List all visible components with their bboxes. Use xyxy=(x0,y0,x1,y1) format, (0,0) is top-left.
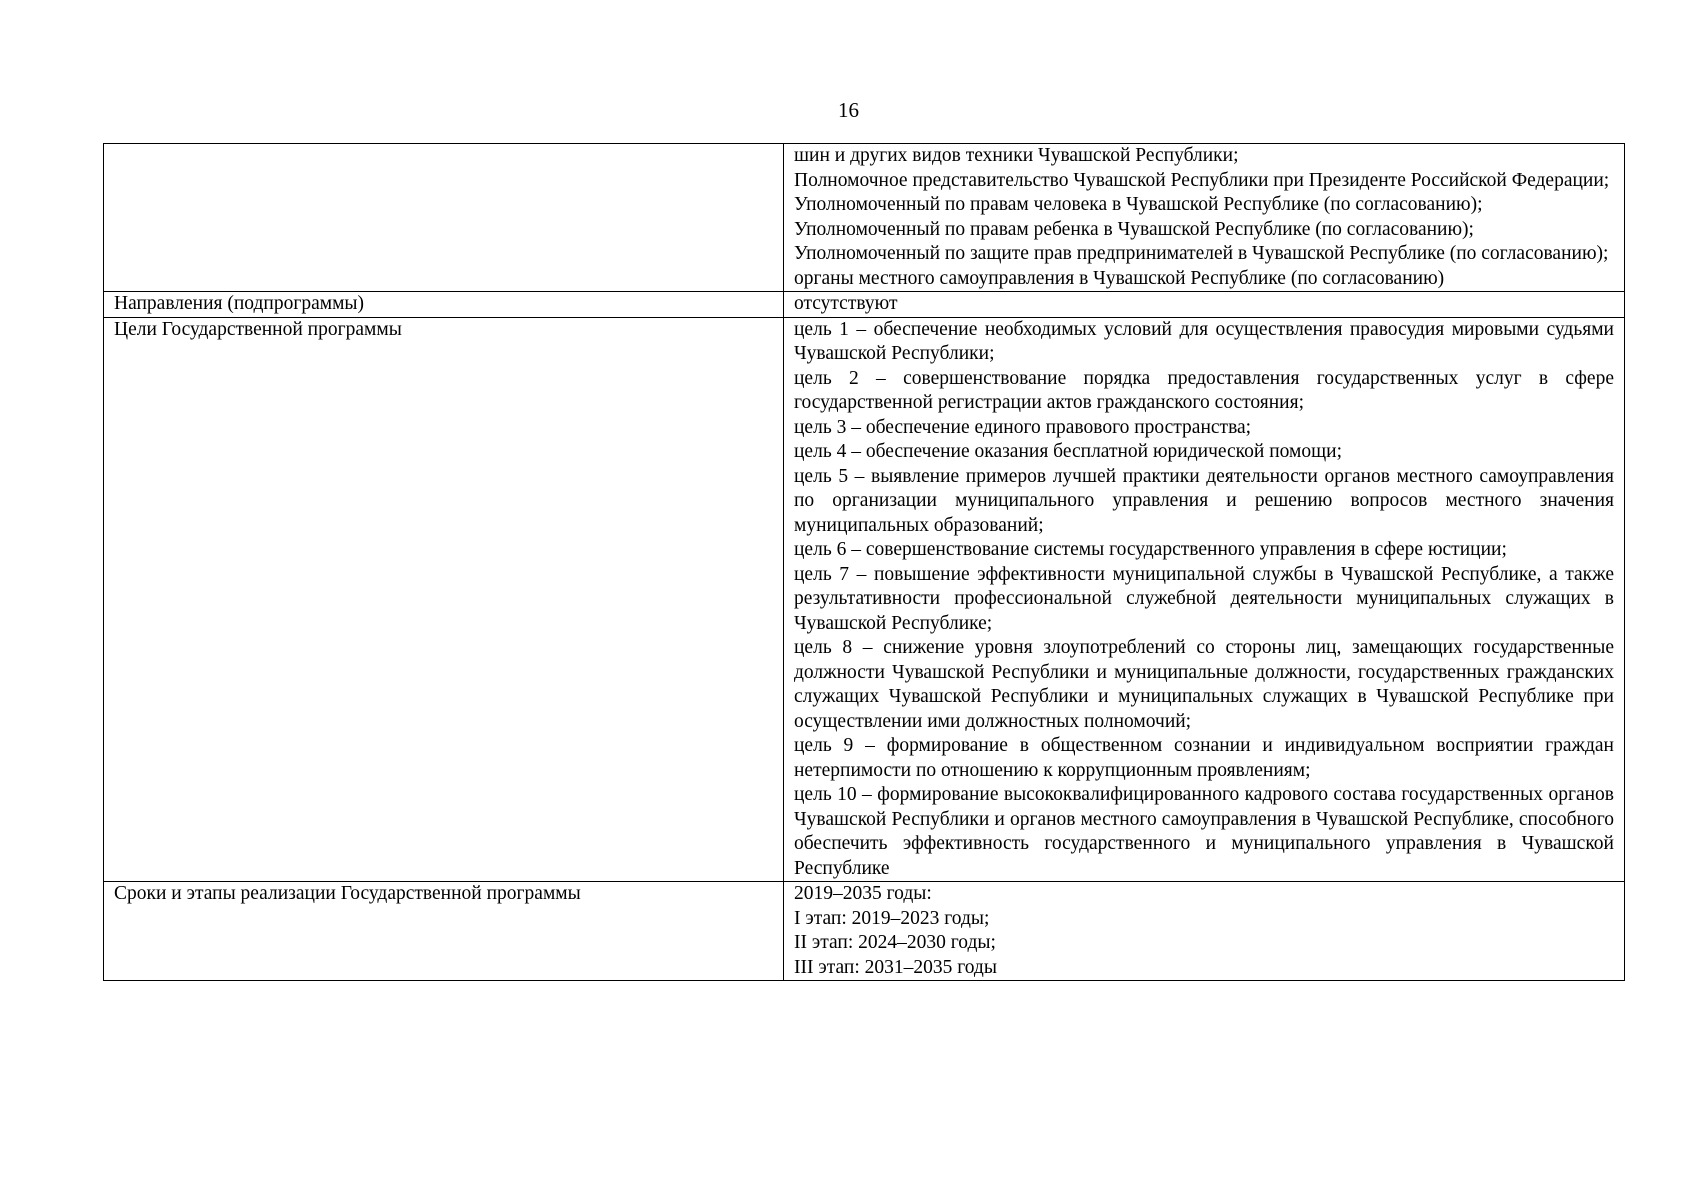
list-item: Полномочное представительство Чувашской Республики при Президенте Российской Федерации; xyxy=(794,169,1610,191)
row-value xyxy=(784,292,1625,318)
list-item: цель 10 – формирование высококвалифицированного кадрового состава государственных органов Чувашской Республики и органов местного самоуправления в Чувашской Республике, способного обеспечить эффективность государственного и муниципального управления в Чувашской Республике xyxy=(794,784,1614,879)
list-item: 2019–2035 годы: xyxy=(794,883,932,904)
row-label: Цели Государственной программы xyxy=(104,317,784,882)
table-row-terms xyxy=(104,882,1625,981)
list-item: цель 2 – совершенствование порядка предоставления государственных услуг в сфере государственной регистрации актов гражданского состояния; xyxy=(794,367,1614,413)
page-number: 16 xyxy=(838,98,859,122)
row-label xyxy=(104,144,784,292)
table-row-directions xyxy=(104,292,1625,318)
list-item: цель 9 – формирование в общественном сознании и индивидуальном восприятии граждан нетерпимости по отношению к коррупционным проявлениям; xyxy=(794,735,1614,781)
list-item: органы местного самоуправления в Чувашской Республике (по согласованию) xyxy=(794,267,1445,289)
list-item: цель 6 – совершенствование системы государственного управления в сфере юстиции; xyxy=(794,539,1507,560)
list-item: цель 7 – повышение эффективности муниципальной службы в Чувашской Республике, а также результативности профессиональной служебной деятельности муниципальных служащих в Чувашской Республике; xyxy=(794,563,1614,634)
program-passport-table xyxy=(103,143,1625,981)
table-row-executors-continued xyxy=(104,144,1625,292)
table-row-goals xyxy=(104,317,1625,882)
list-item: Уполномоченный по правам человека в Чувашской Республике (по согласованию); xyxy=(794,194,1483,215)
list-item: II этап: 2024–2030 годы; xyxy=(794,932,996,953)
list-item: Уполномоченный по правам ребенка в Чувашской Республике (по согласованию); xyxy=(794,218,1474,240)
row-label: Сроки и этапы реализации Государственной программы xyxy=(104,882,784,981)
list-item: шин и других видов техники Чувашской Республики; xyxy=(794,145,1239,166)
row-value xyxy=(784,317,1625,882)
list-item: отсутствуют xyxy=(794,293,898,314)
row-value xyxy=(784,882,1625,981)
list-item: цель 5 – выявление примеров лучшей практики деятельности органов местного самоуправления по организации муниципального управления и решению вопросов местного значения муниципальных образований; xyxy=(794,465,1614,536)
list-item: цель 3 – обеспечение единого правового пространства; xyxy=(794,416,1252,438)
list-item: цель 8 – снижение уровня злоупотреблений со стороны лиц, замещающих государственные должности Чувашской Республики и муниципальные должности, государственных гражданских служащих Чувашской Республики и муниципальных служащих в Чувашской Республике при осуществлении ими должностных полномочий; xyxy=(794,637,1614,732)
list-item: I этап: 2019–2023 годы; xyxy=(794,907,990,929)
list-item: цель 1 – обеспечение необходимых условий для осуществления правосудия мировыми судьями Чувашской Республики; xyxy=(794,318,1614,364)
row-value xyxy=(784,144,1625,292)
list-item: цель 4 – обеспечение оказания бесплатной юридической помощи; xyxy=(794,441,1342,462)
list-item: Уполномоченный по защите прав предпринимателей в Чувашской Республике (по согласованию); xyxy=(794,243,1609,264)
row-label: Направления (подпрограммы) xyxy=(104,292,784,318)
list-item: III этап: 2031–2035 годы xyxy=(794,956,997,978)
